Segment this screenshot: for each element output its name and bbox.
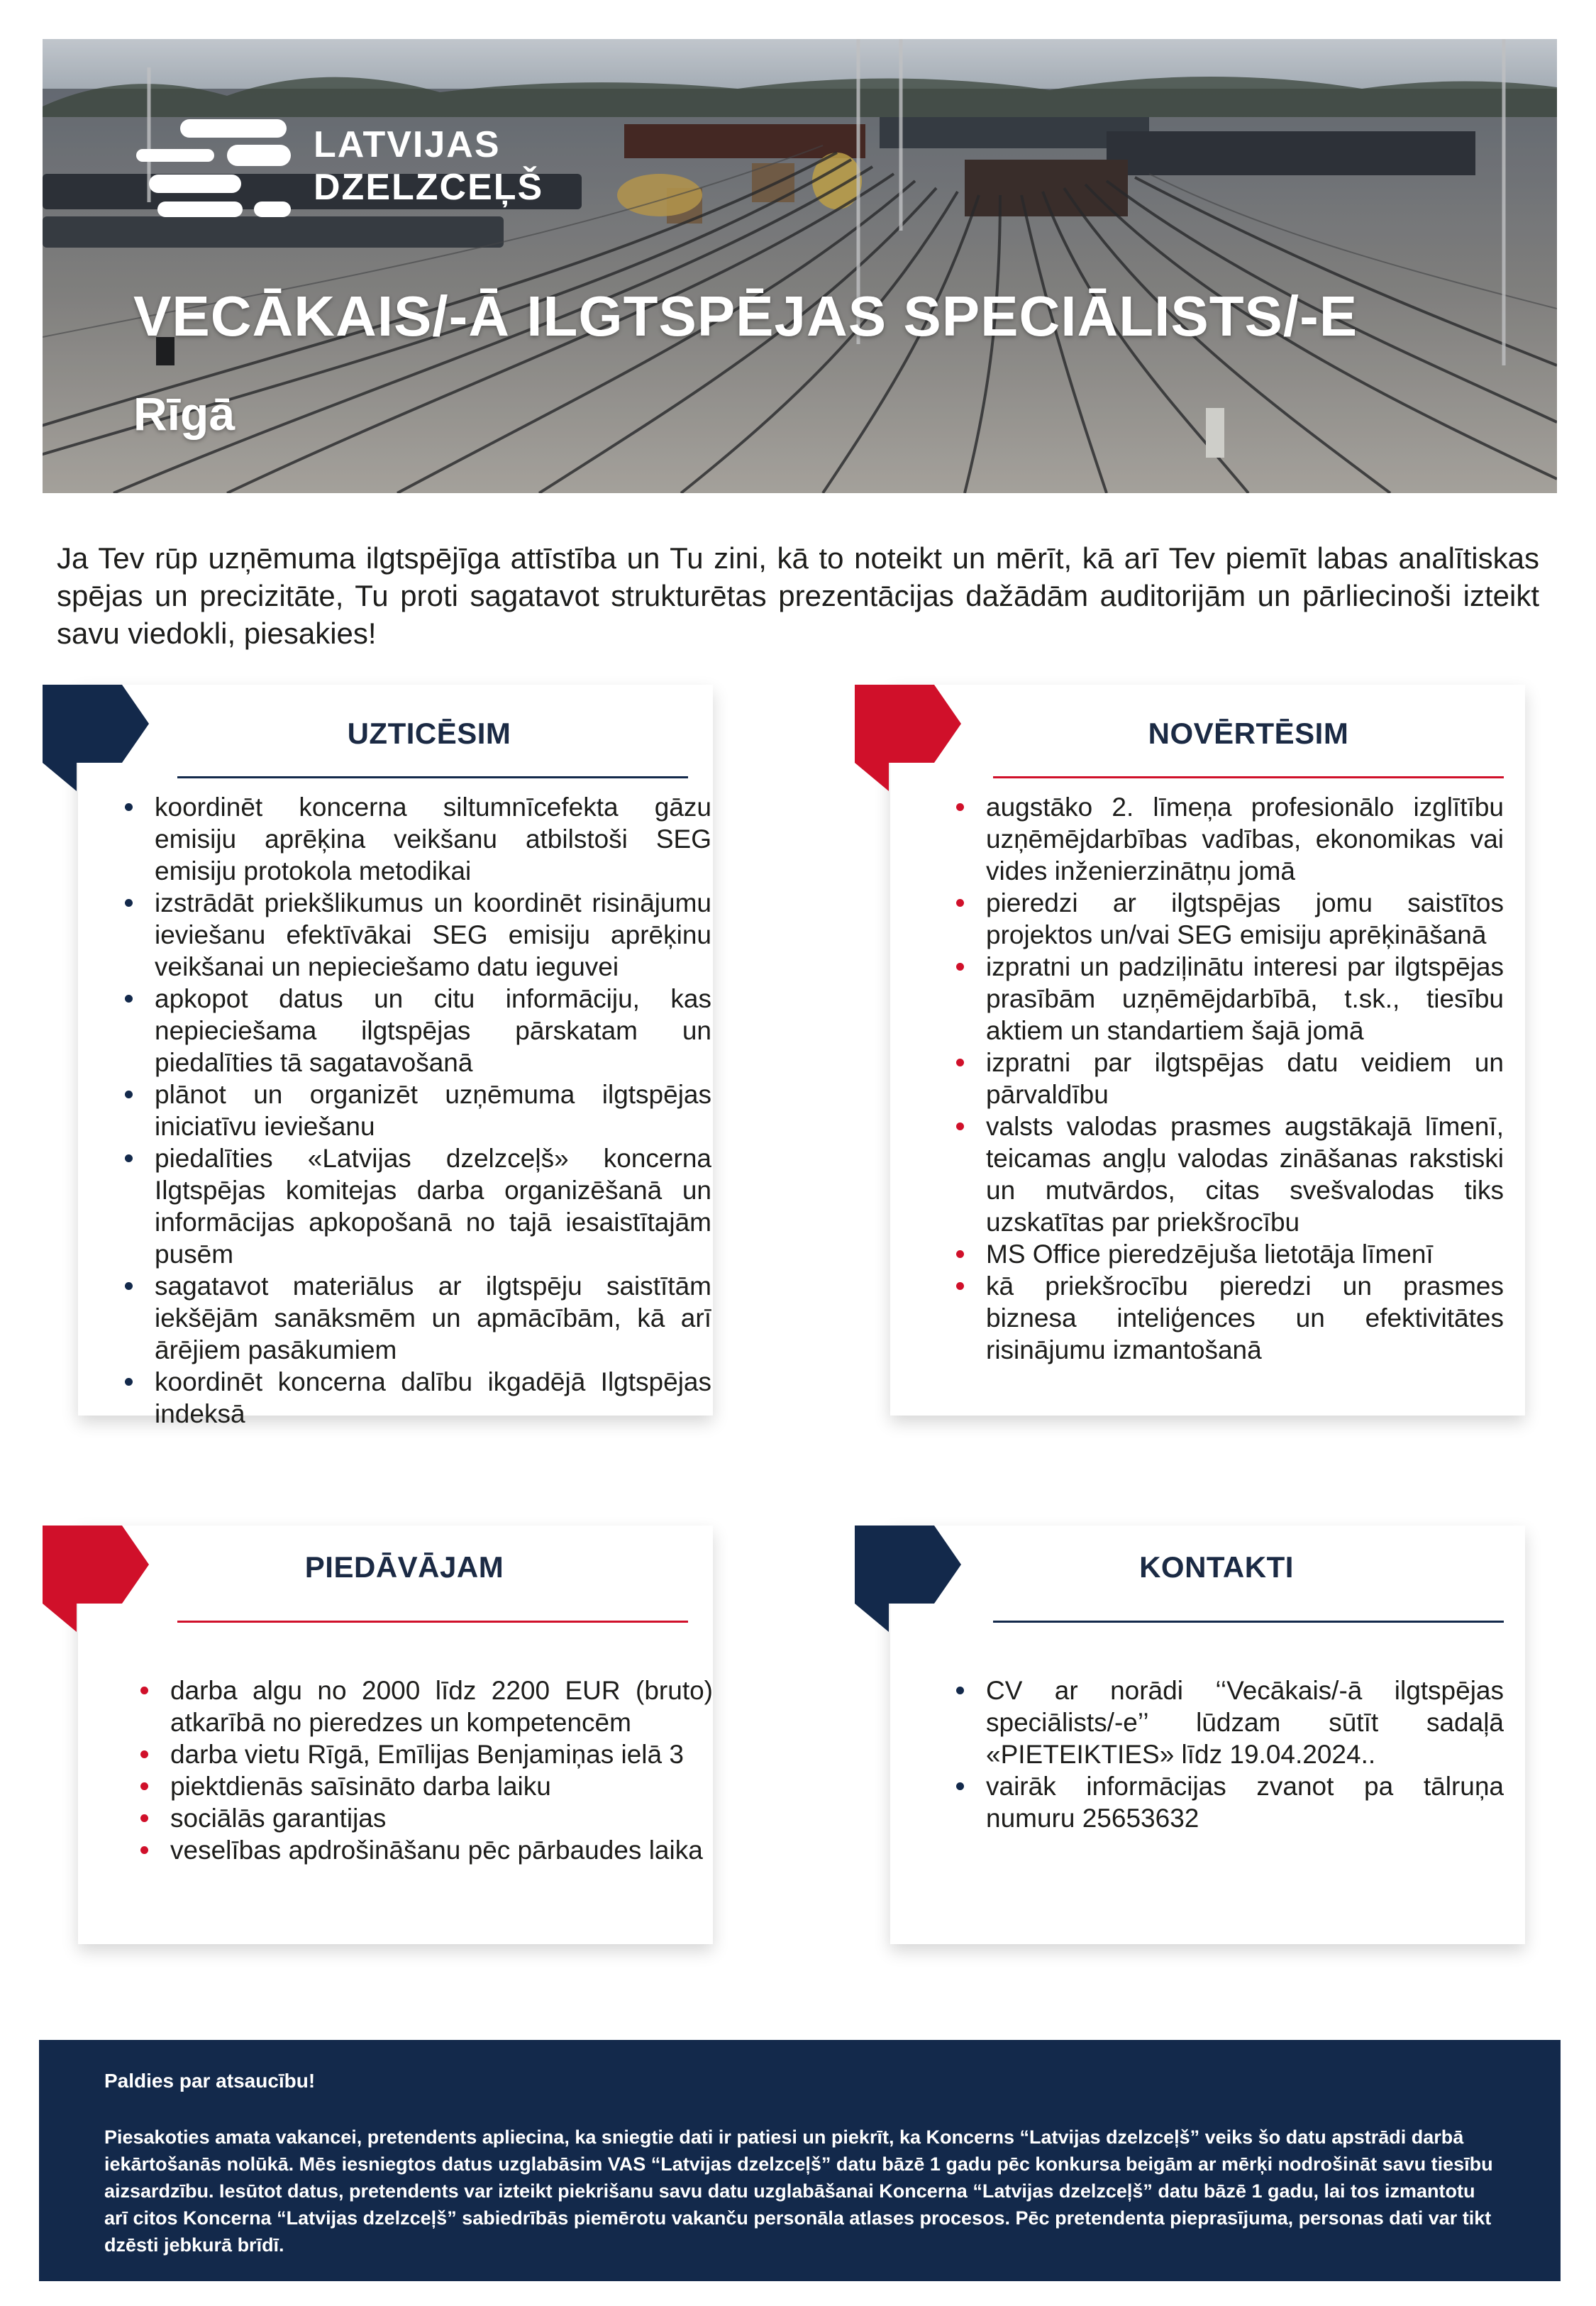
list-item: vairāk informācijas zvanot pa tālruņa numuru 25653632: [951, 1770, 1504, 1834]
bullet-icon: [956, 1282, 964, 1290]
novertesim-divider: [993, 776, 1504, 778]
job-location: Rīgā: [133, 387, 235, 440]
bullet-icon: [125, 1282, 133, 1290]
job-title: VECĀKAIS/-Ā ILGTSPĒJAS SPECIĀLISTS/-E: [133, 285, 1358, 348]
list-item: izpratni un padziļinātu interesi par ilgtspējas prasībām uzņēmējdarbībā, t.sk., tiesību aktiem un standartiem šajā jomā: [951, 951, 1504, 1047]
list-item: piedalīties «Latvijas dzelzceļš» koncerna Ilgtspējas komitejas darba organizēšanā un informācijas apkopošanā no tajā iesaistītajām pusēm: [119, 1142, 711, 1270]
logo-mark-icon: [136, 106, 299, 231]
uzticesim-list: [119, 791, 711, 1430]
list-item: valsts valodas prasmes augstākajā līmenī, teicamas angļu valodas zināšanas rakstiski un mutvārdos, citas svešvalodas tiks uzskatītas par priekšrocību: [951, 1110, 1504, 1238]
footer-panel: [39, 2040, 1561, 2281]
list-item: koordinēt koncerna dalību ikgadējā Ilgtspējas indeksā: [119, 1366, 711, 1430]
bullet-icon: [140, 1750, 148, 1758]
bullet-icon: [956, 1782, 964, 1790]
bullet-icon: [956, 1687, 964, 1694]
kontakti-list: [951, 1675, 1504, 1834]
list-item: kā priekšrocību pieredzi un prasmes biznesa inteliģences un efektivitātes risinājumu izmantošanā: [951, 1270, 1504, 1366]
list-item: augstāko 2. līmeņa profesionālo izglītību uzņēmējdarbības vadības, ekonomikas vai vides inženierzinātņu jomā: [951, 791, 1504, 887]
bullet-icon: [125, 995, 133, 1003]
list-item: piektdienās saīsināto darba laiku: [135, 1770, 713, 1802]
list-item: apkopot datus un citu informāciju, kas nepieciešama ilgtspējas pārskatam un piedalīties tā sagatavošanā: [119, 983, 711, 1078]
bullet-icon: [125, 1378, 133, 1386]
navy-flag-icon: [43, 685, 149, 791]
bullet-icon: [140, 1782, 148, 1790]
bullet-icon: [125, 1154, 133, 1162]
bullet-icon: [125, 899, 133, 907]
list-item: CV ar norādi ‘‘Vecākais/-ā ilgtspējas speciālists/-e’’ lūdzam sūtīt sadaļā «PIETEIKTIES» līdz 19.04.2024..: [951, 1675, 1504, 1770]
bullet-icon: [956, 1122, 964, 1130]
intro-paragraph: Ja Tev rūp uzņēmuma ilgtspējīga attīstība un Tu zini, kā to noteikt un mērīt, kā arī Tev piemīt labas analītiskas spējas un precizitāte, Tu proti sagatavot strukturētas prezentācijas dažādām auditorijām un pārliecinoši izteikt savu viedokli, piesakies!: [57, 541, 1539, 650]
kontakti-divider: [993, 1621, 1504, 1623]
company-logo: [136, 106, 544, 231]
list-item: izstrādāt priekšlikumus un koordinēt risinājumu ieviešanu efektīvākai SEG emisiju aprēķinu veikšanai un nepieciešamo datu ieguvei: [119, 887, 711, 983]
bullet-icon: [125, 803, 133, 811]
red-flag-icon: [43, 1526, 149, 1632]
kontakti-heading: KONTAKTI: [1139, 1550, 1294, 1584]
bullet-icon: [956, 1059, 964, 1066]
novertesim-list: [951, 791, 1504, 1366]
list-item: veselības apdrošināšanu pēc pārbaudes laika: [135, 1834, 713, 1866]
red-flag-icon: [855, 685, 961, 791]
list-item: darba vietu Rīgā, Emīlijas Benjamiņas ielā 3: [135, 1738, 713, 1770]
bullet-icon: [956, 899, 964, 907]
list-item: sagatavot materiālus ar ilgtspēju saistītām iekšējām sanāksmēm un apmācībām, kā arī ārējiem pasākumiem: [119, 1270, 711, 1366]
logo-text-line2: DZELZCEĻŠ: [314, 167, 544, 208]
piedavajam-heading: PIEDĀVĀJAM: [304, 1550, 504, 1584]
list-item: MS Office pieredzējuša lietotāja līmenī: [951, 1238, 1504, 1270]
footer-thanks: Paldies par atsaucību!: [104, 2070, 316, 2092]
bullet-icon: [140, 1814, 148, 1822]
navy-flag-icon: [855, 1526, 961, 1632]
uzticesim-divider: [177, 776, 688, 778]
bullet-icon: [956, 963, 964, 971]
bullet-icon: [956, 803, 964, 811]
bullet-icon: [956, 1250, 964, 1258]
list-item: sociālās garantijas: [135, 1802, 713, 1834]
bullet-icon: [140, 1846, 148, 1854]
list-item: izpratni par ilgtspējas datu veidiem un pārvaldību: [951, 1047, 1504, 1110]
novertesim-heading: NOVĒRTĒSIM: [1148, 717, 1349, 750]
list-item: koordinēt koncerna siltumnīcefekta gāzu emisiju aprēķina veikšanu atbilstoši SEG emisiju protokola metodikai: [119, 791, 711, 887]
list-item: plānot un organizēt uzņēmuma ilgtspējas iniciatīvu ieviešanu: [119, 1078, 711, 1142]
footer-privacy-notice: Piesakoties amata vakancei, pretendents apliecina, ka sniegtie dati ir patiesi un piekrīt, ka Koncerns “Latvijas dzelzceļš” veiks šo datu apstrādi darbā iekārtošanās nolūkā. Mēs iesniegtos datus uzglabāsim VAS “Latvijas dzelzceļš” datu bāzē 1 gadu pēc konkursa beigām ar mērķi nodrošināt savu tiesību aizsardzību. Iesūtot datus, pretendents var izteikt piekrišanu savu datu uzglabāšanai Koncerna “Latvijas dzelzceļš” datu bāzē 1 gadu, lai tos izmantotu arī citos Koncerna “Latvijas dzelzceļš” sabiedrībās piemērotu vakanču personāla atlases procesos. Pēc pretendenta pieprasījuma, personas dati var tikt dzēsti jebkurā brīdī.: [104, 2126, 1493, 2256]
uzticesim-heading: UZTICĒSIM: [347, 717, 511, 750]
list-item: darba algu no 2000 līdz 2200 EUR (bruto) atkarībā no pieredzes un kompetencēm: [135, 1675, 713, 1738]
header-banner: [43, 39, 1557, 493]
bullet-icon: [140, 1687, 148, 1694]
piedavajam-list: [135, 1675, 713, 1866]
piedavajam-divider: [177, 1621, 688, 1623]
bullet-icon: [125, 1091, 133, 1098]
logo-text-line1: LATVIJAS: [314, 124, 501, 165]
list-item: pieredzi ar ilgtspējas jomu saistītos projektos un/vai SEG emisiju aprēķināšanā: [951, 887, 1504, 951]
